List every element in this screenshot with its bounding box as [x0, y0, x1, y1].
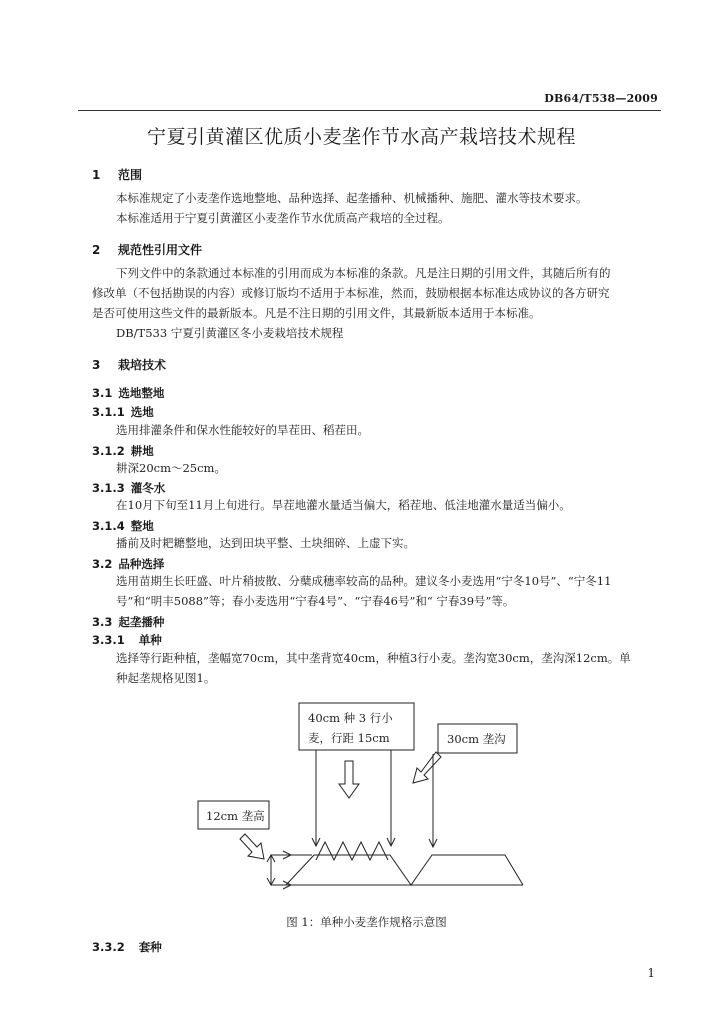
subsection-title: 灌冬水 [130, 481, 166, 495]
section-1-paragraph-1: 本标准规定了小麦垄作选地整地、品种选择、起垄播种、机械播种、施肥、灌水等技术要求。 [116, 191, 588, 205]
section-title: 规范性引用文件 [118, 243, 203, 257]
section-title: 范围 [118, 168, 143, 182]
referenced-standard: DB/T533 宁夏引黄灌区冬小麦栽培技术规程 [116, 326, 344, 340]
figure-caption: 图 1：单种小麦垄作规格示意图 [286, 915, 447, 929]
subsection-3-3-1-line-2: 种起垄规格见图1。 [116, 671, 216, 685]
subsection-number: 3.1.1 [92, 405, 125, 419]
subsection-number: 3.1.2 [92, 444, 125, 458]
ridge-height-label: 12cm 垄高 [206, 809, 265, 823]
subsection-number: 3.3.2 [92, 940, 125, 954]
subsection-3-1-1-text: 选用排灌条件和保水性能较好的旱茬田、稻茬田。 [116, 423, 369, 437]
row-spacing-label-line-1: 40cm 种 3 行小 [308, 711, 393, 725]
subsection-title: 选地整地 [118, 386, 165, 400]
subsection-title: 整地 [130, 519, 154, 533]
subsection-3-1-3-text: 在10月下旬至11月上旬进行。旱茬地灌水量适当偏大，稻茬地、低洼地灌水量适当偏小。 [116, 498, 571, 512]
subsection-3-2-line-1: 选用苗期生长旺盛、叶片稍披散、分蘖成穗率较高的品种。建议冬小麦选用“宁冬10号”、“宁冬11 [116, 574, 612, 588]
ridge-profile [286, 855, 523, 885]
section-title: 栽培技术 [118, 358, 167, 372]
section-1-paragraph-2: 本标准适用于宁夏引黄灌区小麦垄作节水优质高产栽培的全过程。 [116, 211, 450, 225]
section-number: 1 [92, 168, 101, 182]
subsection-title: 品种选择 [118, 557, 165, 571]
subsection-number: 3.1.3 [92, 481, 125, 495]
furrow-label: 30cm 垄沟 [447, 732, 506, 746]
subsection-3-1-2-text: 耕深20cm～25cm。 [116, 461, 226, 475]
wheat-rows-icon [316, 842, 388, 860]
subsection-3-3-1-line-1: 选择等行距种植，垄幅宽70cm，其中垄背宽40cm，种植3行小麦。垄沟宽30cm，垄沟深12cm。单 [116, 651, 631, 665]
subsection-3-1-4-text: 播前及时耙耱整地，达到田块平整、土块细碎、上虚下实。 [116, 536, 415, 550]
subsection-number: 3.1 [92, 386, 113, 400]
subsection-number: 3.3 [92, 615, 113, 629]
subsection-title: 套种 [138, 940, 162, 954]
standard-code: DB64/T538—2009 [544, 92, 658, 105]
subsection-title: 选地 [130, 405, 154, 419]
page-number: 1 [647, 966, 655, 980]
subsection-number: 3.3.1 [92, 633, 125, 647]
document-title: 宁夏引黄灌区优质小麦垄作节水高产栽培技术规程 [146, 126, 576, 148]
subsection-title: 单种 [138, 633, 162, 647]
subsection-3-2-line-2: 号”和“明丰5088”等；春小麦选用“宁春4号”、“宁春46号”和“ 宁春39号”等。 [116, 594, 515, 608]
row-spacing-label-line-2: 麦，行距 15cm [308, 731, 390, 745]
section-2-line-3: 是否可使用这些文件的最新版本。凡是不注日期的引用文件，其最新版本适用于本标准。 [92, 306, 541, 320]
subsection-number: 3.1.4 [92, 519, 125, 533]
subsection-title: 起垄播种 [118, 615, 165, 629]
subsection-title: 耕地 [130, 444, 154, 458]
section-number: 3 [92, 358, 101, 372]
diagonal-arrow-icon [413, 752, 441, 783]
subsection-number: 3.2 [92, 557, 113, 571]
subsection-3-3-2-heading [92, 939, 162, 955]
section-number: 2 [92, 243, 101, 257]
section-2-line-2: 修改单（不包括勘误的内容）或修订版均不适用于本标准，然而，鼓励根据本标准达成协议的各方研究 [92, 286, 610, 300]
section-2-line-1: 下列文件中的条款通过本标准的引用而成为本标准的条款。凡是注日期的引用文件，其随后所有的 [116, 266, 611, 280]
down-arrow-icon [339, 761, 359, 798]
ridge-arrow-icon [240, 834, 264, 859]
